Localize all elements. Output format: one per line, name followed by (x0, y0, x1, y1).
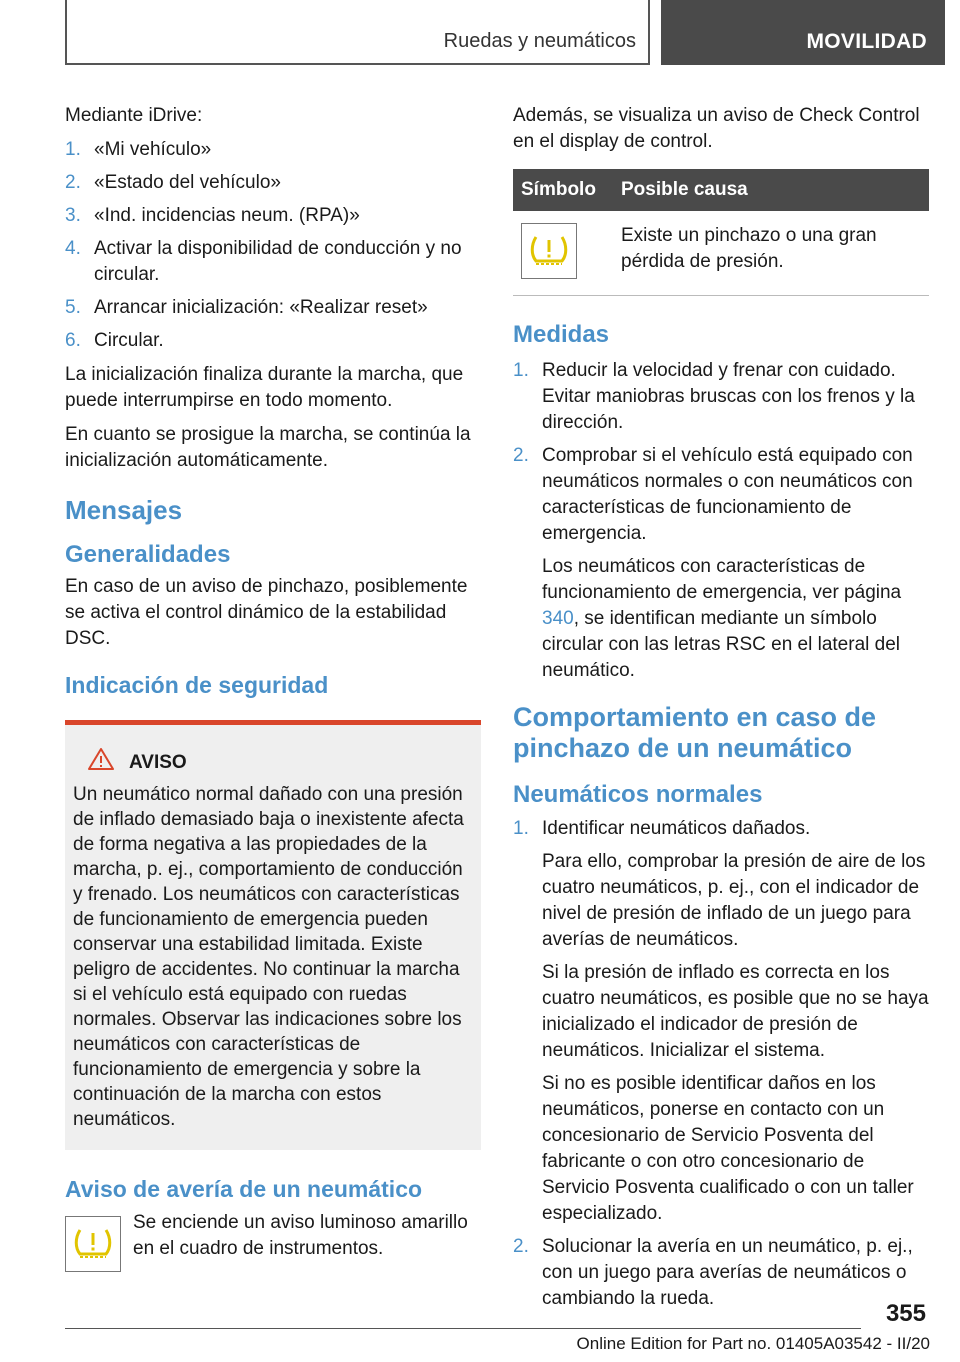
warning-triangle-icon (87, 747, 115, 778)
heading-averia: Aviso de avería de un neumático (65, 1176, 423, 1202)
step-text: «Estado del vehículo» (94, 172, 281, 193)
step-text: Reducir la velocidad y frenar con cuidado. Evitar maniobras bruscas con los frenos y la dirección. (542, 360, 915, 433)
list-item (65, 295, 481, 321)
step-number: 1. (65, 139, 81, 160)
step-number: 5. (65, 297, 81, 318)
heading-mensajes: Mensajes (65, 495, 183, 525)
step-subtext: Si la presión de inflado es correcta en los cuatro neumáticos, es posible que no se haya inicializado el indicador de presión de neumáticos. Inicializar el sistema. (542, 962, 929, 1061)
averia-row (65, 1210, 481, 1272)
symbol-table (513, 169, 929, 296)
page-number: 355 (885, 1300, 926, 1327)
step-subtext (542, 554, 929, 684)
tire-pressure-warning-icon (521, 223, 577, 279)
averia-text: Se enciende un aviso luminoso amarillo en el cuadro de instrumentos. (133, 1212, 468, 1259)
step-text: Circular. (94, 330, 164, 351)
step-number: 4. (65, 238, 81, 259)
step-text: Arrancar inicialización: «Realizar reset» (94, 297, 428, 318)
heading-normales: Neumáticos normales (513, 781, 763, 808)
warning-text: Un neumático normal dañado con una presión de inflado demasiado baja o inexistente afecta de forma negativa a las propiedades de la marcha, p. ej., comportamiento de conducción y frenado. Los neumáticos con características de funcionamiento de emergencia pueden conservar una estabilidad limitada. Existe peligro de accidentes. No continuar la marcha si el vehículo está equipado con ruedas normales. Observar las indicaciones sobre los neumáticos con características de funcionamiento de emergencia y sobre la continuación de la marcha con estos neumáticos. (73, 784, 464, 1130)
chapter-label: MOVILIDAD (806, 30, 927, 53)
edition-text: Online Edition for Part no. 01405A03542 - II/20 (576, 1334, 930, 1353)
step-text: «Mi vehículo» (94, 139, 212, 160)
step-text: Identificar neumáticos dañados. (542, 818, 811, 839)
heading-comportamiento: Comportamiento en caso de pinchazo de un neumático (513, 702, 877, 763)
heading-generalidades: Generalidades (65, 541, 231, 568)
list-item (65, 328, 481, 354)
paragraph: La inicialización finaliza durante la marcha, que puede interrumpirse en todo momento. (65, 364, 464, 411)
medidas-list (513, 358, 929, 684)
subtext-part: , se identifican mediante un símbolo circular con las letras RSC en el lateral del neumático. (542, 608, 900, 681)
check-control-intro: Además, se visualiza un aviso de Check Control en el display de control. (513, 105, 920, 152)
left-column (65, 103, 481, 1272)
paragraph: En cuanto se prosigue la marcha, se continúa la inicialización automáticamente. (65, 424, 471, 471)
step-subtext: Si no es posible identificar daños en los neumáticos, ponerse en contacto con un concesionario de Servicio Posventa del fabricante o con otro concesionario de Servicio Posventa cualificado o con un taller especializado. (542, 1073, 914, 1224)
tire-pressure-warning-icon (65, 1216, 121, 1272)
list-item (513, 816, 929, 1227)
subtext-part: Los neumáticos con características de funcionamiento de emergencia, ver página (542, 556, 902, 603)
idrive-intro: Mediante iDrive: (65, 105, 203, 126)
table-header-cause: Posible causa (613, 169, 929, 211)
header-section-title: Ruedas y neumáticos (443, 30, 636, 52)
step-number: 3. (65, 205, 81, 226)
list-item (65, 236, 481, 288)
step-number: 1. (513, 818, 529, 839)
step-number: 6. (65, 330, 81, 351)
header-rule-bottom (65, 63, 650, 65)
step-number: 1. (513, 360, 529, 381)
paragraph: En caso de un aviso de pinchazo, posiblemente se activa el control dinámico de la estabilidad DSC. (65, 576, 468, 649)
header-chapter-tab (661, 0, 945, 65)
list-item (65, 203, 481, 229)
idrive-steps (65, 137, 481, 354)
list-item (513, 358, 929, 436)
heading-seguridad: Indicación de seguridad (65, 672, 329, 698)
warning-label: AVISO (129, 752, 187, 773)
step-number: 2. (65, 172, 81, 193)
heading-medidas: Medidas (513, 321, 610, 348)
header-rule-left (65, 0, 67, 64)
right-column (513, 103, 929, 1320)
list-item (65, 170, 481, 196)
footer-rule (65, 1328, 861, 1329)
step-subtext: Para ello, comprobar la presión de aire de los cuatro neumáticos, p. ej., con el indicador de nivel de presión de inflado de un juego para averías de neumáticos. (542, 851, 926, 950)
step-text: «Ind. incidencias neum. (RPA)» (94, 205, 360, 226)
header-rule-mid (648, 0, 650, 64)
step-text: Solucionar la avería en un neumático, p. ej., con un juego para averías de neumáticos o cambiando la rueda. (542, 1236, 913, 1309)
symbol-cell (513, 211, 613, 296)
step-number: 2. (513, 1236, 529, 1257)
warning-box (65, 720, 481, 1150)
warning-title (73, 747, 473, 778)
normales-list (513, 816, 929, 1312)
step-text: Activar la disponibilidad de conducción y no circular. (94, 238, 462, 285)
step-text: Comprobar si el vehículo está equipado con neumáticos normales o con neumáticos con características de funcionamiento de emergencia. (542, 445, 913, 544)
page-reference-link[interactable]: 340 (542, 608, 574, 629)
table-header-symbol: Símbolo (513, 169, 613, 211)
list-item (513, 443, 929, 684)
step-number: 2. (513, 445, 529, 466)
list-item (65, 137, 481, 163)
table-row (513, 211, 929, 296)
cause-cell: Existe un pinchazo o una gran pérdida de presión. (613, 211, 929, 296)
